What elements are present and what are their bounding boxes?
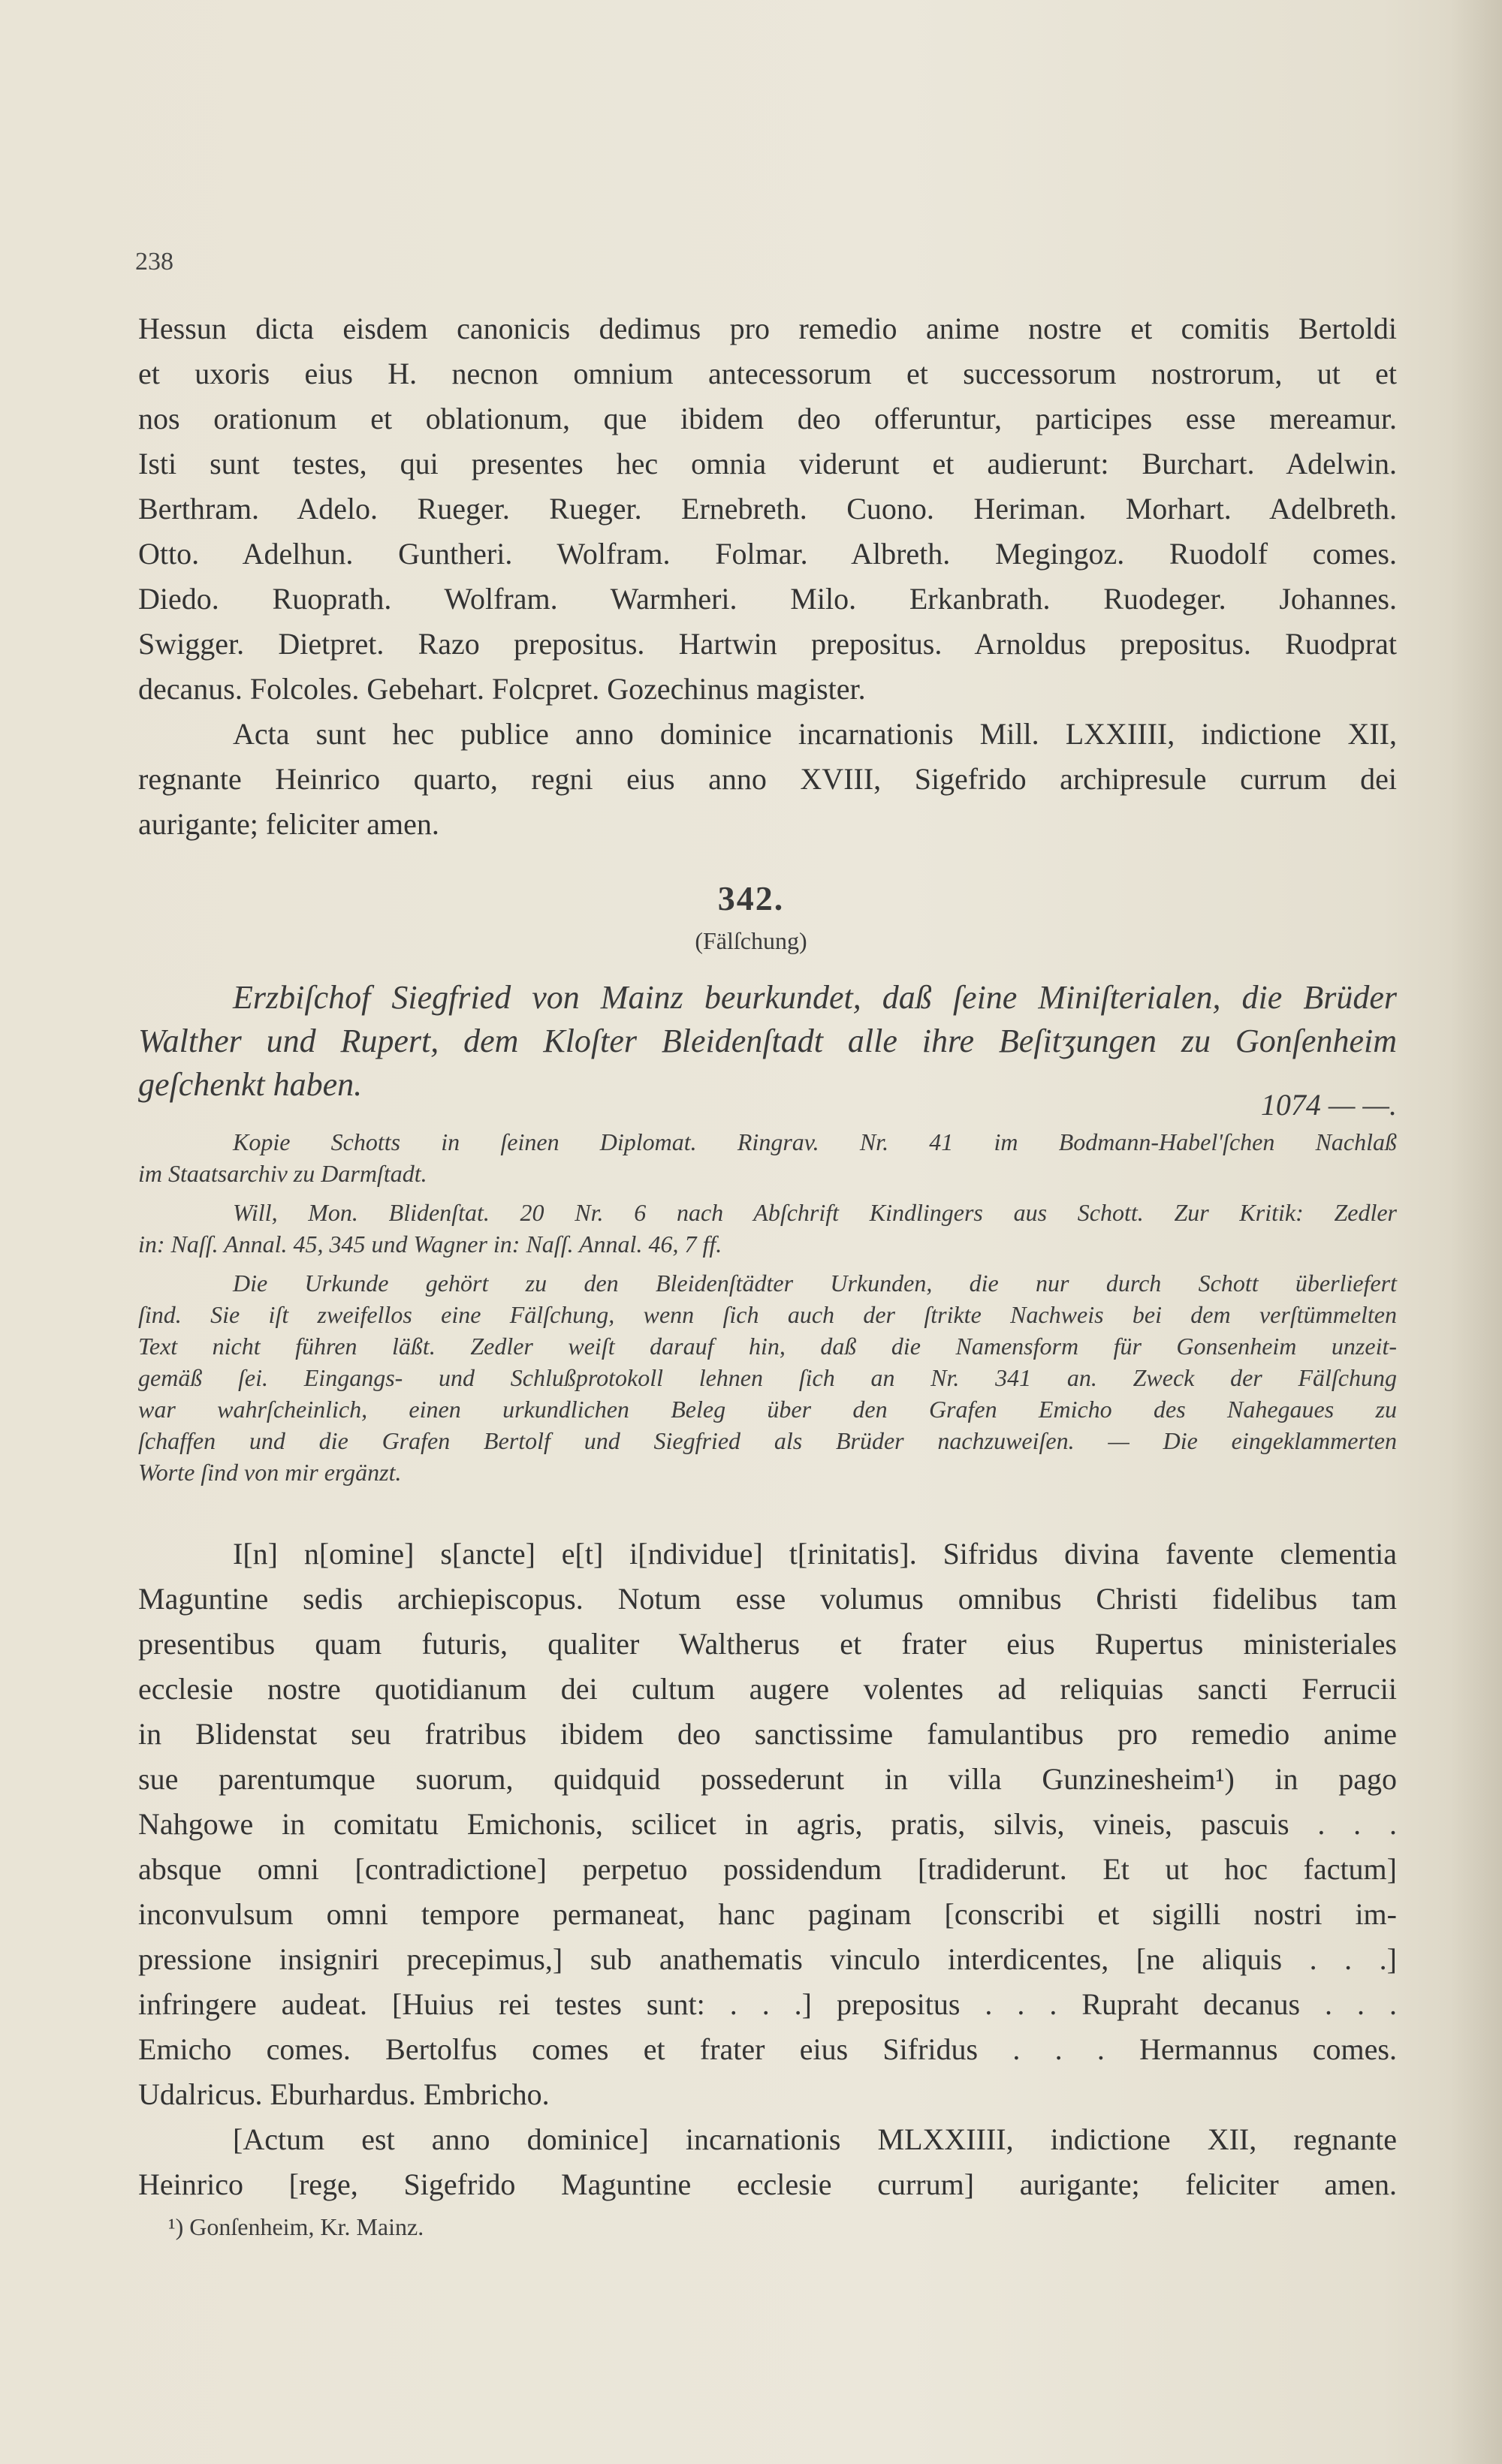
text-line: Hessun dicta eisdem canonicis dedimus pro remedio anime nostre et comitis Bertoldi [138,312,1397,345]
text-line: Berthram. Adelo. Rueger. Rueger. Ernebreth. Cuono. Heriman. Morhart. Adelbreth. [138,492,1397,526]
note-line: im Staatsarchiv zu Darmſtadt. [138,1160,427,1187]
text-line: Diedo. Ruoprath. Wolfram. Warmheri. Milo. Erkanbrath. Ruodeger. Johannes. [138,582,1397,616]
forgery-label: (Fälſchung) [695,927,807,954]
text-line: Otto. Adelhun. Guntheri. Wolfram. Folmar. Albreth. Megingoz. Ruodolf comes. [138,537,1397,571]
note-line: Will, Mon. Blidenſtat. 20 Nr. 6 nach Abſchrift Kindlingers aus Schott. Zur Kritik: Zedler [233,1199,1397,1226]
source-notes [138,1126,1397,1488]
date-row [138,1087,1397,1125]
footnote [138,2213,1397,2241]
note-line: in: Naſſ. Annal. 45, 345 und Wagner in: Naſſ. Annal. 46, 7 ff. [138,1230,722,1258]
note-line: Worte ſind von mir ergänzt. [138,1459,402,1486]
text-line: in Blidenstat seu fratribus ibidem deo sanctissime famulantibus pro remedio anime [138,1717,1397,1751]
note-line: ſchaffen und die Grafen Bertolf und Siegfried als Brüder nachzuweiſen. — Die eingeklammerten [138,1427,1397,1454]
section-heading [0,878,1502,955]
note-line: Text nicht führen läßt. Zedler weiſt darauf hin, daß die Namensform für Gonsenheim unzeit- [138,1333,1397,1360]
note-line: Die Urkunde gehört zu den Bleidenſtädter Urkunden, die nur durch Schott überliefert [233,1270,1397,1297]
text-line: I[n] n[omine] s[ancte] e[t] i[ndividue] t[rinitatis]. Sifridus divina favente clementia [233,1537,1397,1571]
text-line: Heinrico [rege, Sigefrido Maguntine ecclesie currum] aurigante; feliciter amen. [138,2167,1397,2201]
text-line: [Actum est anno dominice] incarnationis MLXXIIII, indictione XII, regnante [233,2122,1397,2156]
charter-number: 342. [717,879,785,917]
text-line: inconvulsum omni tempore permaneat, hanc paginam [conscribi et sigilli nostri im- [138,1897,1397,1931]
text-line: ecclesie nostre quotidianum dei cultum augere volentes ad reliquias sancti Ferrucii [138,1672,1397,1706]
text-line: decanus. Folcoles. Gebehart. Folcpret. Gozechinus magister. [138,672,866,706]
actum-clause [138,2117,1397,2207]
text-line: Maguntine sedis archiepiscopus. Notum esse volumus omnibus Christi fidelibus tam [138,1582,1397,1616]
text-line: Isti sunt testes, qui presentes hec omnia viderunt et audierunt: Burchart. Adelwin. [138,447,1397,480]
text-line: Udalricus. Eburhardus. Embricho. [138,2077,550,2111]
regest-line: Walther und Rupert, dem Kloſter Bleidenſtadt alle ihre Beſitʒungen zu Gonſenheim [138,1023,1397,1059]
footnote-text: ¹) Gonſenheim, Kr. Mainz. [168,2213,424,2240]
text-line: Nahgowe in comitatu Emichonis, scilicet in agris, pratis, silvis, vineis, pascuis . . . [138,1807,1397,1841]
text-line: Emicho comes. Bertolfus comes et frater eius Sifridus . . . Hermannus comes. [138,2032,1397,2066]
text-line: aurigante; feliciter amen. [138,807,439,841]
note-line: Kopie Schotts in ſeinen Diplomat. Ringrav. Nr. 41 im Bodmann-Habel'ſchen Nachlaß [233,1128,1397,1155]
page-number: 238 [135,248,173,276]
charter-date: 1074 — —. [1260,1088,1397,1122]
page-edge-shadow [1449,0,1502,2464]
note-line: ſind. Sie iſt zweifellos eine Fälſchung, wenn ſich auch der ſtrikte Nachweis bei dem verſtümmelten [138,1301,1397,1328]
charter-text [138,1532,1397,2117]
text-line: sue parentumque suorum, quidquid possederunt in villa Gunzinesheim¹) in pago [138,1762,1397,1796]
text-line: presentibus quam futuris, qualiter Waltherus et frater eius Rupertus ministeriales [138,1627,1397,1661]
text-line: regnante Heinrico quarto, regni eius anno XVIII, Sigefrido archipresule currum dei [138,762,1397,796]
text-line: nos orationum et oblationum, que ibidem deo offeruntur, participes esse mereamur. [138,402,1397,435]
text-line: pressione insigniri precepimus,] sub anathematis vinculo interdicentes, [ne aliquis . . .] [138,1942,1397,1976]
note-line: gemäß ſei. Eingangs- und Schlußprotokoll lehnen ſich an Nr. 341 an. Zweck der Fälſchung [138,1364,1397,1391]
text-line: Acta sunt hec publice anno dominice incarnationis Mill. LXXIIII, indictione XII, [233,717,1397,751]
regest-line: geſchenkt haben. [138,1066,363,1103]
note-line: war wahrſcheinlich, einen urkundlichen Beleg über den Grafen Emicho des Nahegaues zu [138,1396,1397,1423]
previous-charter-ending [138,306,1397,847]
text-line: et uxoris eius H. necnon omnium antecessorum et successorum nostrorum, ut et [138,357,1397,390]
regest-line: Erzbiſchof Siegfried von Mainz beurkundet, daß ſeine Miniſterialen, die Brüder [233,979,1397,1016]
text-line: infringere audeat. [Huius rei testes sunt: . . .] prepositus . . . Rupraht decanus . . . [138,1987,1397,2021]
text-line: Swigger. Dietpret. Razo prepositus. Hartwin prepositus. Arnoldus prepositus. Ruodprat [138,627,1397,661]
text-line: absque omni [contradictione] perpetuo possidendum [tradiderunt. Et ut hoc factum] [138,1852,1397,1886]
